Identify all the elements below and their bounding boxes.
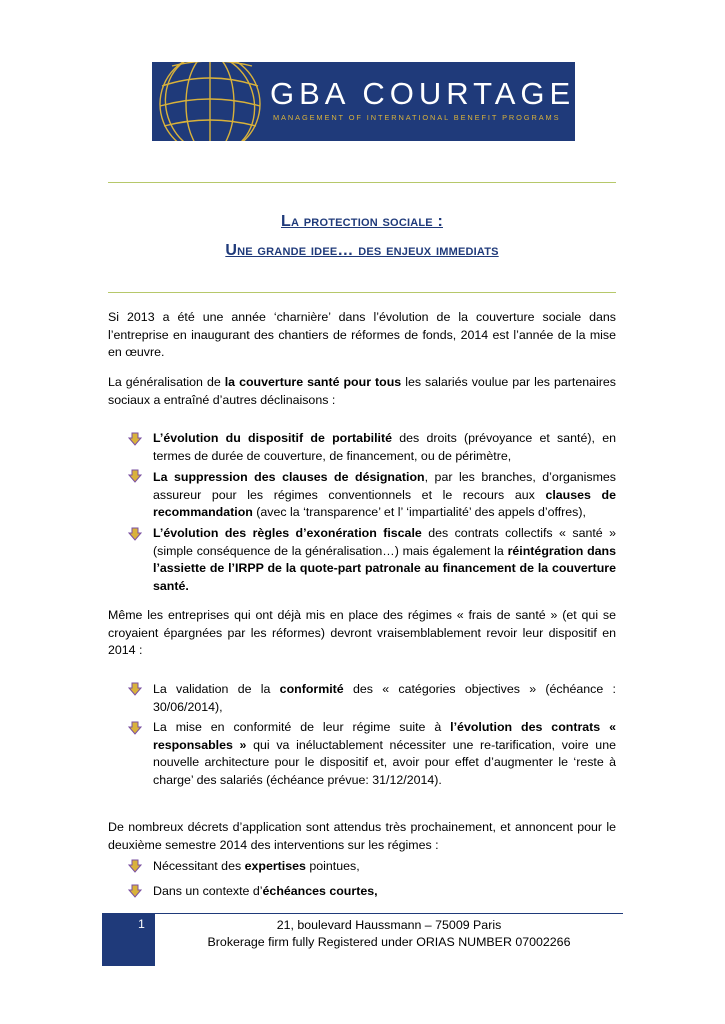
section3-paragraph: De nombreux décrets d’application sont attendus très prochainement, et annoncent pour le deuxième semestre 2014 des interventions sur les régimes : [108,820,616,852]
bullet-designation: La suppression des clauses de désignation, par les branches, d’organismes assureur pour les régimes conventionnels et le recours aux clauses de recommandation (avec la ‘transparence’ et l’ ‘impartialité’ des appels d’offres), [153,470,616,519]
title-line-2: Une grande idee… des enjeux immediats [225,242,499,259]
bullet-conformite: La validation de la conformité des « catégories objectives » (échéance : 30/06/2014), [153,682,616,714]
globe-logo-icon [152,62,272,141]
bullet-arrow-icon [128,432,142,446]
bullet-arrow-icon [128,469,142,483]
top-divider [108,182,616,183]
bullet-portabilite: L’évolution du dispositif de portabilité des droits (prévoyance et santé), en termes de durée de couverture, de financement, ou de périmètre, [153,431,616,463]
bullet-arrow-icon [128,884,142,898]
footer-address: 21, boulevard Haussmann – 75009 Paris [276,918,502,932]
bullet-echeances: Dans un contexte d’échéances courtes, [153,884,378,898]
intro-paragraph: Si 2013 a été une année ‘charnière’ dans l’évolution de la couverture sociale dans l’entreprise en inaugurant des chantiers de réformes de fonds, 2014 est l’année de la mise en œuvre. [108,310,616,359]
title-line-1: La protection sociale : [281,213,443,230]
brand-tagline: MANAGEMENT OF INTERNATIONAL BENEFIT PROGRAMS [273,113,561,122]
bullet-arrow-icon [128,721,142,735]
bullet-expertises: Nécessitant des expertises pointues, [153,859,360,873]
bullet-arrow-icon [128,527,142,541]
title-divider [108,292,616,293]
header-banner [152,62,575,141]
bullet-arrow-icon [128,682,142,696]
bullet-contrats-responsables: La mise en conformité de leur régime suite à l’évolution des contrats « responsables » qui va inéluctablement nécessiter une re-tarification, voire une nouvelle architecture pour le dispositif et, avoir pour effet d’augmenter le ‘reste à charge’ des salariés (échéance prévue: 31/12/2014). [153,720,616,787]
brand-name: GBA COURTAGE [270,76,575,111]
footer-registration: Brokerage firm fully Registered under ORIAS NUMBER 07002266 [207,935,571,949]
page-number-box [102,914,155,966]
bullet-arrow-icon [128,859,142,873]
page-title [108,207,616,265]
generalisation-paragraph: La généralisation de la couverture santé pour tous les salariés voulue par les partenaires sociaux a entraîné d’autres déclinaisons : [108,375,616,407]
bullet-exoneration: L’évolution des règles d’exonération fiscale des contrats collectifs « santé » (simple conséquence de la généralisation…) mais également la réintégration dans l’assiette de l’IRPP de la quote-part patronale au financement de la couverture santé. [153,526,616,593]
footer-divider [102,913,623,914]
page-number: 1 [138,917,145,931]
section2-paragraph: Même les entreprises qui ont déjà mis en place des régimes « frais de santé » (et qui se croyaient épargnées par les réformes) devront vraisemblablement revoir leur dispositif en 2014 : [108,608,616,657]
